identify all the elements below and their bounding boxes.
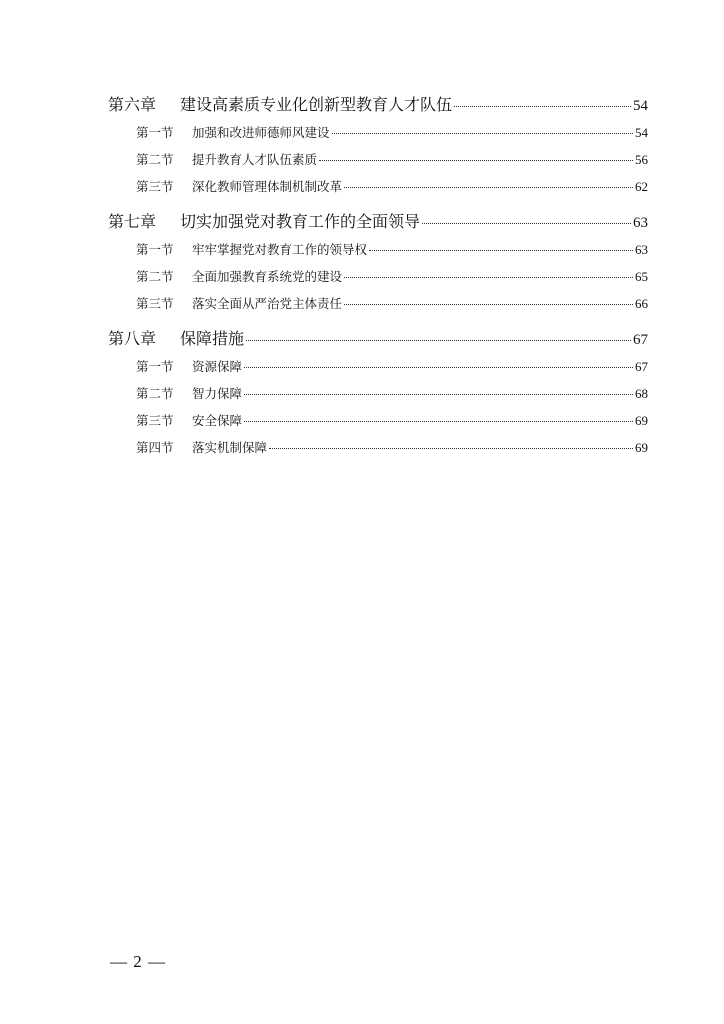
dot-leader [454, 106, 631, 107]
dot-leader [344, 304, 633, 305]
section-number: 第二节 [136, 152, 174, 167]
chapter-page-number: 67 [633, 332, 648, 348]
table-of-contents [108, 92, 648, 464]
section-number: 第一节 [136, 242, 174, 257]
section-page-number: 62 [635, 179, 648, 194]
section-page-number: 56 [635, 152, 648, 167]
toc-section-row[interactable] [108, 411, 648, 437]
dot-leader [344, 277, 633, 278]
dot-leader [332, 133, 633, 134]
section-page-number: 67 [635, 359, 648, 374]
dot-leader [344, 187, 633, 188]
dot-leader [319, 160, 633, 161]
toc-chapter-row[interactable] [108, 92, 648, 122]
toc-chapter-row[interactable] [108, 326, 648, 356]
toc-section-row[interactable] [108, 384, 648, 410]
section-page-number: 69 [635, 440, 648, 455]
chapter-title: 保障措施 [180, 329, 245, 348]
chapter-title: 建设高素质专业化创新型教育人才队伍 [180, 95, 453, 114]
section-title: 安全保障 [192, 413, 243, 428]
section-title: 牢牢掌握党对教育工作的领导权 [192, 242, 368, 257]
section-page-number: 66 [635, 296, 648, 311]
section-number: 第三节 [136, 179, 174, 194]
toc-section-row[interactable] [108, 438, 648, 464]
section-number: 第二节 [136, 269, 174, 284]
section-number: 第二节 [136, 386, 174, 401]
chapter-page-number: 54 [633, 98, 648, 114]
section-number: 第四节 [136, 440, 174, 455]
section-page-number: 65 [635, 269, 648, 284]
section-title: 加强和改进师德师风建设 [192, 125, 330, 140]
dot-leader [369, 250, 633, 251]
toc-section-row[interactable] [108, 240, 648, 266]
chapter-number: 第七章 [108, 212, 157, 231]
section-title: 落实全面从严治党主体责任 [192, 296, 343, 311]
dot-leader [422, 223, 631, 224]
dot-leader [246, 340, 631, 341]
section-page-number: 54 [635, 125, 648, 140]
section-number: 第一节 [136, 359, 174, 374]
toc-section-row[interactable] [108, 294, 648, 320]
chapter-page-number: 63 [633, 215, 648, 231]
page-number-footer: — 2 — [110, 952, 166, 971]
chapter-title: 切实加强党对教育工作的全面领导 [180, 212, 421, 231]
section-page-number: 63 [635, 242, 648, 257]
section-number: 第三节 [136, 296, 174, 311]
section-number: 第三节 [136, 413, 174, 428]
section-number: 第一节 [136, 125, 174, 140]
section-title: 资源保障 [192, 359, 243, 374]
section-title: 落实机制保障 [192, 440, 268, 455]
section-title: 全面加强教育系统党的建设 [192, 269, 343, 284]
section-title: 提升教育人才队伍素质 [192, 152, 318, 167]
toc-section-row[interactable] [108, 267, 648, 293]
section-page-number: 69 [635, 413, 648, 428]
toc-section-row[interactable] [108, 150, 648, 176]
dot-leader [269, 448, 633, 449]
toc-chapter-row[interactable] [108, 209, 648, 239]
chapter-number: 第六章 [108, 95, 157, 114]
toc-section-row[interactable] [108, 357, 648, 383]
dot-leader [244, 421, 633, 422]
section-title: 智力保障 [192, 386, 243, 401]
toc-section-row[interactable] [108, 123, 648, 149]
dot-leader [244, 394, 633, 395]
section-title: 深化教师管理体制机制改革 [192, 179, 343, 194]
dot-leader [244, 367, 633, 368]
chapter-number: 第八章 [108, 329, 157, 348]
section-page-number: 68 [635, 386, 648, 401]
toc-section-row[interactable] [108, 177, 648, 203]
